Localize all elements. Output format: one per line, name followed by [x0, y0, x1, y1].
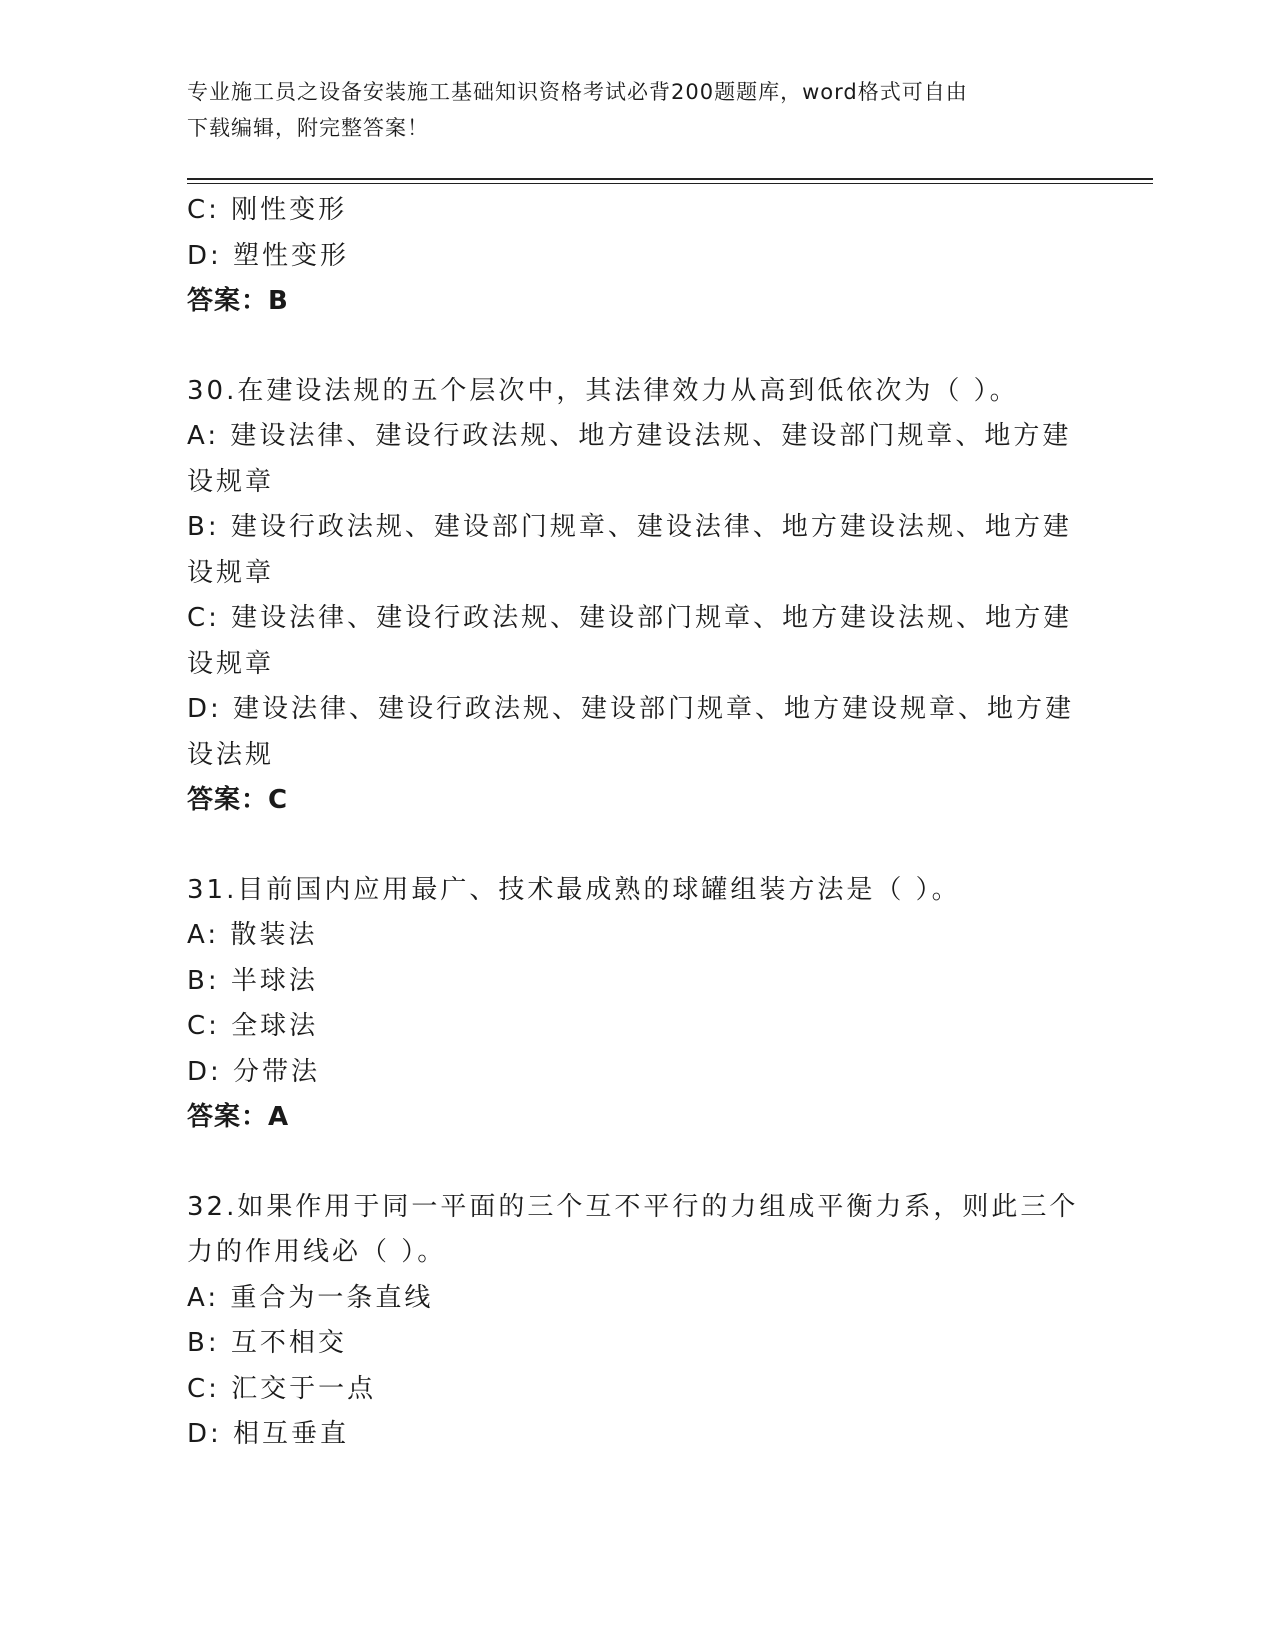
- option-d: D: 塑性变形: [187, 240, 350, 271]
- option-b-line-1: B: 建设行政法规、建设部门规章、建设法律、地方建设法规、地方建: [187, 512, 1072, 542]
- option-a: A: 散装法: [187, 920, 318, 950]
- question-content: [187, 188, 1087, 1458]
- question-stem: 31.目前国内应用最广、技术最成熟的球罐组装方法是（ ）。: [187, 874, 961, 905]
- document-header: [187, 74, 1067, 146]
- answer-label: 答案：C: [187, 785, 289, 815]
- option-a: A: 重合为一条直线: [187, 1282, 434, 1313]
- prev-question: [187, 188, 1087, 325]
- option-b: B: 半球法: [187, 965, 318, 996]
- option-b-line-2: 设规章: [187, 557, 275, 588]
- option-d-line-1: D: 建设法律、建设行政法规、建设部门规章、地方建设规章、地方建: [187, 694, 1075, 724]
- option-d: D: 分带法: [187, 1056, 321, 1087]
- option-c: C: 刚性变形: [187, 195, 348, 225]
- option-c-line-2: 设规章: [187, 648, 275, 679]
- header-divider: [187, 178, 1153, 180]
- option-c: C: 汇交于一点: [187, 1373, 377, 1404]
- question-stem-line-2: 力的作用线必（ ）。: [187, 1237, 447, 1267]
- question-stem-line-1: 32.如果作用于同一平面的三个互不平行的力组成平衡力系，则此三个: [187, 1191, 1079, 1222]
- option-c: C: 全球法: [187, 1011, 319, 1041]
- option-b: B: 互不相交: [187, 1328, 347, 1358]
- answer-label: 答案：B: [187, 286, 289, 316]
- option-d-line-2: 设法规: [187, 739, 275, 770]
- header-line-2: 下载编辑，附完整答案！: [187, 116, 429, 140]
- option-c-line-1: C: 建设法律、建设行政法规、建设部门规章、地方建设法规、地方建: [187, 603, 1073, 633]
- question-stem: 30.在建设法规的五个层次中，其法律效力从高到低依次为（ ）。: [187, 375, 1019, 406]
- header-divider-thin: [187, 183, 1153, 184]
- question-32: [187, 1185, 1087, 1458]
- option-d: D: 相互垂直: [187, 1419, 350, 1449]
- question-30: [187, 369, 1087, 824]
- header-line-1: 专业施工员之设备安装施工基础知识资格考试必背200题题库，word格式可自由: [187, 80, 968, 104]
- option-a-line-2: 设规章: [187, 466, 275, 497]
- question-31: [187, 868, 1087, 1141]
- answer-label: 答案：A: [187, 1102, 290, 1132]
- option-a-line-1: A: 建设法律、建设行政法规、地方建设法规、建设部门规章、地方建: [187, 421, 1072, 451]
